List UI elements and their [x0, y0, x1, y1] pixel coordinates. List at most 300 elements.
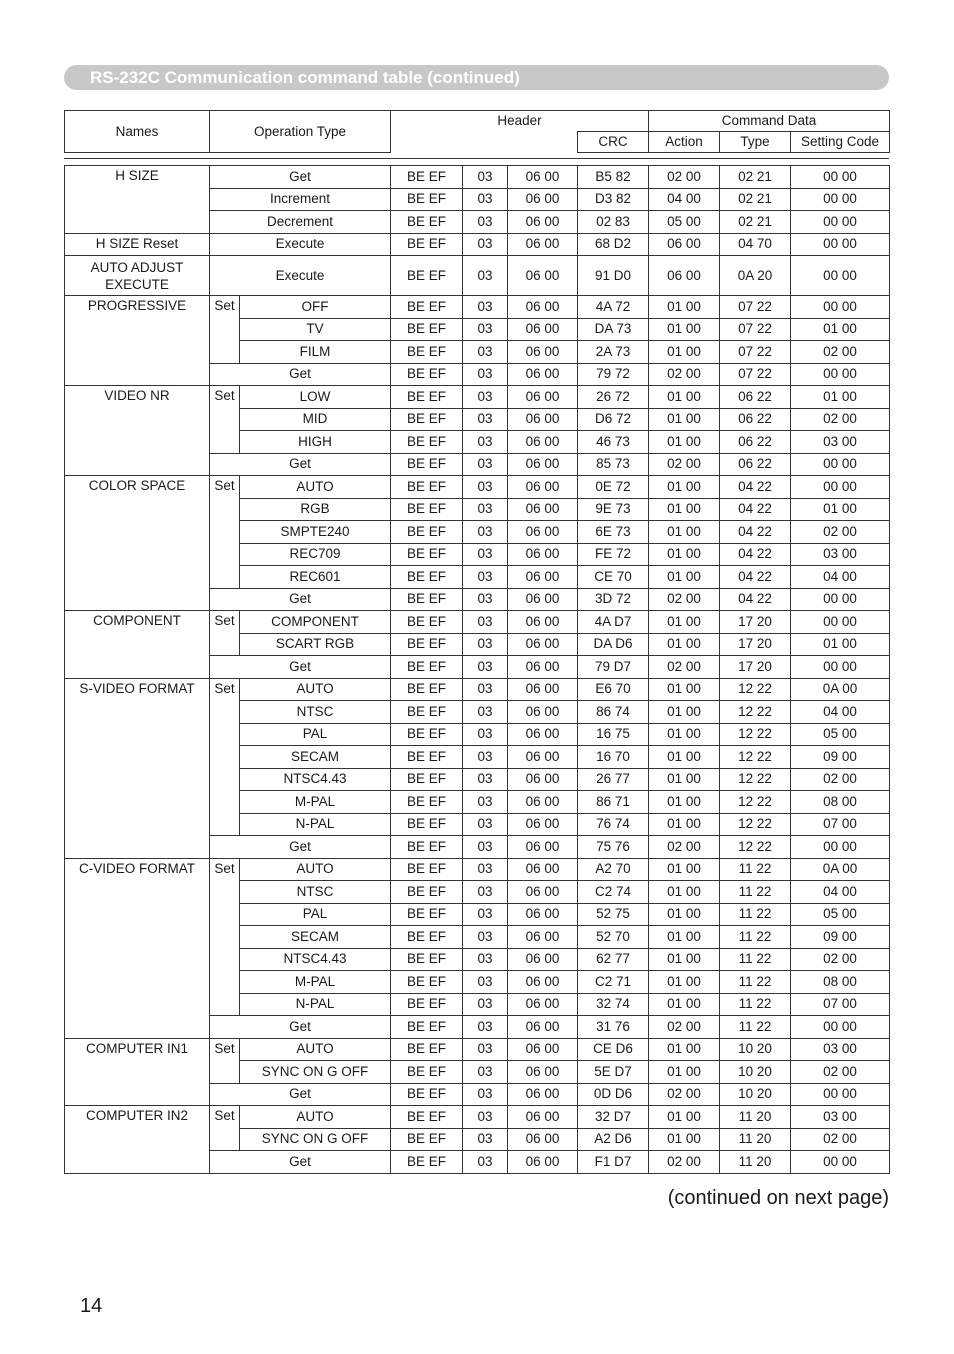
setting-code-cell: 02 00: [791, 521, 890, 544]
action-cell: 01 00: [649, 948, 720, 971]
action-cell: 01 00: [649, 701, 720, 724]
header-length: 06 00: [508, 566, 578, 589]
crc-cell: 31 76: [578, 1016, 649, 1039]
header-byte: 03: [463, 363, 508, 386]
type-cell: 02 21: [720, 211, 791, 234]
operation-cell: REC601: [240, 566, 391, 589]
setting-code-cell: 04 00: [791, 566, 890, 589]
set-label-cell: Set: [210, 1106, 240, 1151]
type-cell: 0A 20: [720, 256, 791, 296]
type-cell: 12 22: [720, 791, 791, 814]
name-cell: VIDEO NR: [65, 386, 210, 476]
setting-code-cell: 00 00: [791, 453, 890, 476]
header-be-ef: BE EF: [391, 588, 463, 611]
header-length: 06 00: [508, 166, 578, 189]
setting-code-cell: 01 00: [791, 318, 890, 341]
set-label-cell: Set: [210, 611, 240, 656]
operation-cell: TV: [240, 318, 391, 341]
header-be-ef: BE EF: [391, 881, 463, 904]
header-byte: 03: [463, 993, 508, 1016]
header-byte: 03: [463, 926, 508, 949]
setting-code-cell: 01 00: [791, 386, 890, 409]
crc-cell: C2 74: [578, 881, 649, 904]
operation-cell: Get: [210, 363, 391, 386]
setting-code-cell: 03 00: [791, 1106, 890, 1129]
header-be-ef: BE EF: [391, 723, 463, 746]
header-length: 06 00: [508, 498, 578, 521]
setting-code-cell: 00 00: [791, 656, 890, 679]
col-header-crc: CRC: [578, 132, 649, 153]
header-be-ef: BE EF: [391, 476, 463, 499]
set-label-cell: Set: [210, 678, 240, 836]
operation-cell: N-PAL: [240, 813, 391, 836]
crc-cell: 32 74: [578, 993, 649, 1016]
header-be-ef: BE EF: [391, 701, 463, 724]
crc-cell: DA D6: [578, 633, 649, 656]
action-cell: 01 00: [649, 341, 720, 364]
header-be-ef: BE EF: [391, 993, 463, 1016]
header-byte: 03: [463, 633, 508, 656]
type-cell: 04 22: [720, 476, 791, 499]
setting-code-cell: 08 00: [791, 971, 890, 994]
header-be-ef: BE EF: [391, 188, 463, 211]
operation-cell: Get: [210, 1151, 391, 1174]
type-cell: 11 22: [720, 971, 791, 994]
col-header-command-data: Command Data: [649, 111, 890, 132]
action-cell: 01 00: [649, 993, 720, 1016]
action-cell: 01 00: [649, 543, 720, 566]
crc-cell: 86 74: [578, 701, 649, 724]
section-title-bar: [64, 65, 889, 90]
operation-cell: Increment: [210, 188, 391, 211]
header-be-ef: BE EF: [391, 318, 463, 341]
type-cell: 12 22: [720, 701, 791, 724]
type-cell: 12 22: [720, 813, 791, 836]
set-label-cell: Set: [210, 1038, 240, 1083]
type-cell: 12 22: [720, 678, 791, 701]
setting-code-cell: 07 00: [791, 993, 890, 1016]
header-length: 06 00: [508, 948, 578, 971]
operation-cell: REC709: [240, 543, 391, 566]
header-byte: 03: [463, 948, 508, 971]
type-cell: 17 20: [720, 633, 791, 656]
type-cell: 11 22: [720, 903, 791, 926]
action-cell: 01 00: [649, 431, 720, 454]
header-be-ef: BE EF: [391, 633, 463, 656]
operation-cell: COMPONENT: [240, 611, 391, 634]
operation-cell: Get: [210, 836, 391, 859]
crc-cell: F1 D7: [578, 1151, 649, 1174]
header-byte: 03: [463, 166, 508, 189]
header-be-ef: BE EF: [391, 903, 463, 926]
header-length: 06 00: [508, 341, 578, 364]
action-cell: 01 00: [649, 858, 720, 881]
header-byte: 03: [463, 408, 508, 431]
type-cell: 04 70: [720, 233, 791, 256]
crc-cell: 0D D6: [578, 1083, 649, 1106]
action-cell: 01 00: [649, 633, 720, 656]
table-row: [65, 476, 890, 499]
col-header-header-spacer: [391, 132, 578, 153]
operation-cell: Get: [210, 588, 391, 611]
section-title: RS-232C Communication command table (continued): [90, 68, 520, 87]
crc-cell: 79 72: [578, 363, 649, 386]
crc-cell: 79 D7: [578, 656, 649, 679]
set-label-cell: Set: [210, 386, 240, 454]
header-byte: 03: [463, 723, 508, 746]
setting-code-cell: 02 00: [791, 1128, 890, 1151]
setting-code-cell: 03 00: [791, 431, 890, 454]
header-be-ef: BE EF: [391, 791, 463, 814]
operation-cell: SCART RGB: [240, 633, 391, 656]
header-be-ef: BE EF: [391, 363, 463, 386]
action-cell: 01 00: [649, 723, 720, 746]
setting-code-cell: 05 00: [791, 903, 890, 926]
action-cell: 01 00: [649, 521, 720, 544]
header-be-ef: BE EF: [391, 566, 463, 589]
type-cell: 17 20: [720, 611, 791, 634]
header-length: 06 00: [508, 1106, 578, 1129]
setting-code-cell: 0A 00: [791, 858, 890, 881]
action-cell: 02 00: [649, 1151, 720, 1174]
header-length: 06 00: [508, 858, 578, 881]
operation-cell: Execute: [210, 256, 391, 296]
header-be-ef: BE EF: [391, 1016, 463, 1039]
setting-code-cell: 00 00: [791, 476, 890, 499]
action-cell: 01 00: [649, 476, 720, 499]
type-cell: 12 22: [720, 746, 791, 769]
operation-cell: AUTO: [240, 678, 391, 701]
header-byte: 03: [463, 858, 508, 881]
setting-code-cell: 00 00: [791, 1016, 890, 1039]
action-cell: 01 00: [649, 408, 720, 431]
setting-code-cell: 09 00: [791, 746, 890, 769]
table-row: [65, 611, 890, 634]
type-cell: 11 22: [720, 881, 791, 904]
header-length: 06 00: [508, 611, 578, 634]
name-cell: PROGRESSIVE: [65, 296, 210, 386]
name-cell: C-VIDEO FORMAT: [65, 858, 210, 1038]
name-cell: AUTO ADJUST EXECUTE: [65, 256, 210, 296]
setting-code-cell: 00 00: [791, 1083, 890, 1106]
action-cell: 01 00: [649, 746, 720, 769]
set-label-cell: Set: [210, 476, 240, 589]
operation-cell: SMPTE240: [240, 521, 391, 544]
header-be-ef: BE EF: [391, 498, 463, 521]
type-cell: 11 22: [720, 1016, 791, 1039]
header-length: 06 00: [508, 431, 578, 454]
operation-cell: N-PAL: [240, 993, 391, 1016]
type-cell: 11 20: [720, 1151, 791, 1174]
header-be-ef: BE EF: [391, 233, 463, 256]
header-length: 06 00: [508, 1128, 578, 1151]
action-cell: 02 00: [649, 656, 720, 679]
header-length: 06 00: [508, 768, 578, 791]
type-cell: 11 22: [720, 993, 791, 1016]
setting-code-cell: 00 00: [791, 296, 890, 319]
header-length: 06 00: [508, 1061, 578, 1084]
header-byte: 03: [463, 746, 508, 769]
header-byte: 03: [463, 498, 508, 521]
header-be-ef: BE EF: [391, 611, 463, 634]
header-be-ef: BE EF: [391, 656, 463, 679]
action-cell: 01 00: [649, 926, 720, 949]
header-byte: 03: [463, 881, 508, 904]
operation-cell: MID: [240, 408, 391, 431]
header-be-ef: BE EF: [391, 768, 463, 791]
operation-cell: AUTO: [240, 1038, 391, 1061]
operation-cell: SECAM: [240, 926, 391, 949]
crc-cell: 5E D7: [578, 1061, 649, 1084]
action-cell: 01 00: [649, 971, 720, 994]
header-byte: 03: [463, 453, 508, 476]
header-byte: 03: [463, 318, 508, 341]
operation-cell: Decrement: [210, 211, 391, 234]
header-length: 06 00: [508, 1038, 578, 1061]
header-byte: 03: [463, 971, 508, 994]
action-cell: 01 00: [649, 768, 720, 791]
action-cell: 01 00: [649, 791, 720, 814]
operation-cell: AUTO: [240, 858, 391, 881]
table-row: [65, 233, 890, 256]
action-cell: 01 00: [649, 1038, 720, 1061]
header-length: 06 00: [508, 746, 578, 769]
table-row: [65, 1106, 890, 1129]
header-length: 06 00: [508, 588, 578, 611]
type-cell: 11 20: [720, 1106, 791, 1129]
table-row: [65, 386, 890, 409]
header-length: 06 00: [508, 633, 578, 656]
crc-cell: D3 82: [578, 188, 649, 211]
operation-cell: Execute: [210, 233, 391, 256]
type-cell: 04 22: [720, 566, 791, 589]
header-be-ef: BE EF: [391, 296, 463, 319]
header-byte: 03: [463, 341, 508, 364]
action-cell: 02 00: [649, 166, 720, 189]
header-be-ef: BE EF: [391, 1151, 463, 1174]
header-length: 06 00: [508, 993, 578, 1016]
type-cell: 04 22: [720, 521, 791, 544]
name-cell: S-VIDEO FORMAT: [65, 678, 210, 858]
col-header-operation-type: Operation Type: [210, 111, 391, 153]
header-divider: [64, 158, 889, 159]
setting-code-cell: 08 00: [791, 791, 890, 814]
type-cell: 11 22: [720, 948, 791, 971]
type-cell: 06 22: [720, 408, 791, 431]
header-length: 06 00: [508, 701, 578, 724]
type-cell: 17 20: [720, 656, 791, 679]
type-cell: 12 22: [720, 768, 791, 791]
type-cell: 10 20: [720, 1061, 791, 1084]
header-be-ef: BE EF: [391, 521, 463, 544]
operation-cell: SECAM: [240, 746, 391, 769]
type-cell: 12 22: [720, 836, 791, 859]
header-byte: 03: [463, 678, 508, 701]
set-label-cell: Set: [210, 858, 240, 1016]
type-cell: 04 22: [720, 543, 791, 566]
crc-cell: 4A D7: [578, 611, 649, 634]
setting-code-cell: 00 00: [791, 611, 890, 634]
type-cell: 07 22: [720, 318, 791, 341]
type-cell: 07 22: [720, 341, 791, 364]
header-byte: 03: [463, 431, 508, 454]
operation-cell: Get: [210, 166, 391, 189]
action-cell: 01 00: [649, 813, 720, 836]
header-byte: 03: [463, 543, 508, 566]
name-cell: H SIZE: [65, 166, 210, 234]
crc-cell: 6E 73: [578, 521, 649, 544]
crc-cell: 4A 72: [578, 296, 649, 319]
crc-cell: 16 70: [578, 746, 649, 769]
header-length: 06 00: [508, 476, 578, 499]
action-cell: 01 00: [649, 881, 720, 904]
col-header-header: Header: [391, 111, 649, 132]
crc-cell: FE 72: [578, 543, 649, 566]
operation-cell: LOW: [240, 386, 391, 409]
action-cell: 01 00: [649, 296, 720, 319]
header-length: 06 00: [508, 791, 578, 814]
type-cell: 02 21: [720, 166, 791, 189]
setting-code-cell: 01 00: [791, 498, 890, 521]
header-length: 06 00: [508, 521, 578, 544]
header-length: 06 00: [508, 453, 578, 476]
action-cell: 01 00: [649, 678, 720, 701]
name-cell: COMPUTER IN1: [65, 1038, 210, 1106]
operation-cell: PAL: [240, 903, 391, 926]
header-be-ef: BE EF: [391, 678, 463, 701]
table-row: [65, 678, 890, 701]
name-cell: COMPONENT: [65, 611, 210, 679]
crc-cell: 76 74: [578, 813, 649, 836]
header-be-ef: BE EF: [391, 1106, 463, 1129]
header-byte: 03: [463, 1128, 508, 1151]
action-cell: 02 00: [649, 1083, 720, 1106]
header-be-ef: BE EF: [391, 1083, 463, 1106]
setting-code-cell: 04 00: [791, 881, 890, 904]
command-table-body: [65, 166, 890, 1174]
crc-cell: 0E 72: [578, 476, 649, 499]
setting-code-cell: 01 00: [791, 633, 890, 656]
crc-cell: DA 73: [578, 318, 649, 341]
header-be-ef: BE EF: [391, 386, 463, 409]
setting-code-cell: 00 00: [791, 256, 890, 296]
header-byte: 03: [463, 566, 508, 589]
operation-cell: FILM: [240, 341, 391, 364]
header-length: 06 00: [508, 1151, 578, 1174]
operation-cell: OFF: [240, 296, 391, 319]
header-byte: 03: [463, 188, 508, 211]
type-cell: 07 22: [720, 296, 791, 319]
crc-cell: 32 D7: [578, 1106, 649, 1129]
operation-cell: SYNC ON G OFF: [240, 1128, 391, 1151]
setting-code-cell: 0A 00: [791, 678, 890, 701]
setting-code-cell: 00 00: [791, 836, 890, 859]
action-cell: 02 00: [649, 1016, 720, 1039]
header-be-ef: BE EF: [391, 813, 463, 836]
header-be-ef: BE EF: [391, 858, 463, 881]
header-byte: 03: [463, 791, 508, 814]
action-cell: 04 00: [649, 188, 720, 211]
crc-cell: 75 76: [578, 836, 649, 859]
setting-code-cell: 02 00: [791, 948, 890, 971]
table-row: [65, 256, 890, 296]
crc-cell: 62 77: [578, 948, 649, 971]
operation-cell: NTSC4.43: [240, 948, 391, 971]
header-byte: 03: [463, 1038, 508, 1061]
col-header-type: Type: [720, 132, 791, 153]
header-byte: 03: [463, 256, 508, 296]
type-cell: 02 21: [720, 188, 791, 211]
header-be-ef: BE EF: [391, 166, 463, 189]
col-header-action: Action: [649, 132, 720, 153]
crc-cell: 2A 73: [578, 341, 649, 364]
setting-code-cell: 00 00: [791, 363, 890, 386]
header-length: 06 00: [508, 1083, 578, 1106]
action-cell: 05 00: [649, 211, 720, 234]
type-cell: 10 20: [720, 1038, 791, 1061]
operation-cell: RGB: [240, 498, 391, 521]
action-cell: 01 00: [649, 386, 720, 409]
header-length: 06 00: [508, 318, 578, 341]
name-cell: COLOR SPACE: [65, 476, 210, 611]
header-be-ef: BE EF: [391, 971, 463, 994]
header-length: 06 00: [508, 211, 578, 234]
name-cell: COMPUTER IN2: [65, 1106, 210, 1174]
setting-code-cell: 02 00: [791, 768, 890, 791]
action-cell: 01 00: [649, 903, 720, 926]
header-length: 06 00: [508, 256, 578, 296]
header-be-ef: BE EF: [391, 431, 463, 454]
operation-cell: Get: [210, 1083, 391, 1106]
operation-cell: AUTO: [240, 476, 391, 499]
setting-code-cell: 00 00: [791, 1151, 890, 1174]
header-byte: 03: [463, 1106, 508, 1129]
set-label-cell: Set: [210, 296, 240, 364]
header-length: 06 00: [508, 723, 578, 746]
header-byte: 03: [463, 813, 508, 836]
operation-cell: SYNC ON G OFF: [240, 1061, 391, 1084]
crc-cell: C2 71: [578, 971, 649, 994]
table-row: [65, 166, 890, 189]
header-length: 06 00: [508, 543, 578, 566]
header-length: 06 00: [508, 386, 578, 409]
header-byte: 03: [463, 588, 508, 611]
setting-code-cell: 00 00: [791, 188, 890, 211]
header-be-ef: BE EF: [391, 746, 463, 769]
operation-cell: M-PAL: [240, 791, 391, 814]
header-be-ef: BE EF: [391, 256, 463, 296]
header-length: 06 00: [508, 188, 578, 211]
setting-code-cell: 04 00: [791, 701, 890, 724]
col-header-setting-code: Setting Code: [791, 132, 890, 153]
crc-cell: A2 D6: [578, 1128, 649, 1151]
operation-cell: M-PAL: [240, 971, 391, 994]
action-cell: 02 00: [649, 836, 720, 859]
crc-cell: CE D6: [578, 1038, 649, 1061]
header-be-ef: BE EF: [391, 453, 463, 476]
setting-code-cell: 00 00: [791, 588, 890, 611]
header-length: 06 00: [508, 408, 578, 431]
operation-cell: Get: [210, 656, 391, 679]
crc-cell: 46 73: [578, 431, 649, 454]
operation-cell: NTSC: [240, 881, 391, 904]
header-length: 06 00: [508, 678, 578, 701]
header-length: 06 00: [508, 881, 578, 904]
action-cell: 02 00: [649, 453, 720, 476]
header-length: 06 00: [508, 233, 578, 256]
type-cell: 06 22: [720, 431, 791, 454]
header-byte: 03: [463, 386, 508, 409]
